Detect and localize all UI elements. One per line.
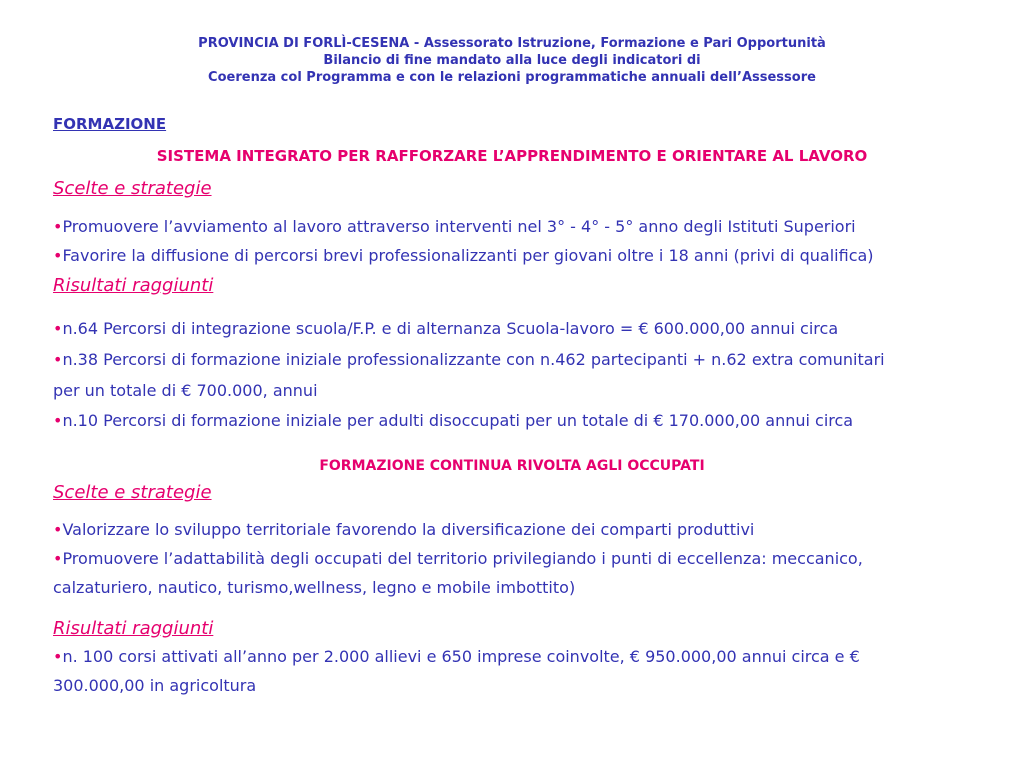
item-text: Promuovere l’avviamento al lavoro attraverso interventi nel 3° - 4° - 5° anno degli Istituti Superiori	[62, 217, 856, 236]
section-title: FORMAZIONE	[53, 115, 167, 133]
document-header	[0, 35, 1024, 86]
block1-scelte-label: Scelte e strategie	[53, 178, 212, 199]
item-text: n.38 Percorsi di formazione iniziale professionalizzante con n.462 partecipanti + n.62 extra comunitari	[62, 350, 885, 369]
item-text: Favorire la diffusione di percorsi brevi professionalizzanti per giovani oltre i 18 anni (privi di qualifica)	[62, 246, 874, 265]
item-text: Promuovere l’adattabilità degli occupati del territorio privilegiando i punti di eccellenza: meccanico,	[62, 549, 863, 568]
block2-risultati-item-1-continued: 300.000,00 in agricoltura	[53, 676, 257, 695]
bullet-icon: •	[53, 350, 63, 369]
item-text: n. 100 corsi attivati all’anno per 2.000 allievi e 650 imprese coinvolte, € 950.000,00 annui circa e €	[62, 647, 860, 666]
block2-scelte-item-2	[53, 549, 863, 568]
item-text: n.10 Percorsi di formazione iniziale per adulti disoccupati per un totale di € 170.000,00 annui circa	[62, 411, 854, 430]
block1-risultati-item-2-continued: per un totale di € 700.000, annui	[53, 381, 318, 400]
bullet-icon: •	[53, 217, 63, 236]
block1-risultati-item-2	[53, 350, 885, 369]
bullet-icon: •	[53, 647, 63, 666]
block2-risultati-item-1	[53, 647, 860, 666]
bullet-icon: •	[53, 411, 63, 430]
bullet-icon: •	[53, 520, 63, 539]
block1-scelte-item-1	[53, 217, 856, 236]
header-line-2: Bilancio di fine mandato alla luce degli indicatori di	[323, 53, 701, 68]
bullet-icon: •	[53, 246, 63, 265]
block1-risultati-item-3	[53, 411, 853, 430]
block1-risultati-label: Risultati raggiunti	[53, 275, 214, 296]
item-text: n.64 Percorsi di integrazione scuola/F.P. e di alternanza Scuola-lavoro = € 600.000,00 annui circa	[62, 319, 839, 338]
block1-risultati-item-1	[53, 319, 838, 338]
block1-scelte-item-2	[53, 246, 874, 265]
block2-scelte-label: Scelte e strategie	[53, 482, 212, 503]
header-line-1: PROVINCIA DI FORLÌ-CESENA - Assessorato Istruzione, Formazione e Pari Opportunità	[198, 36, 826, 51]
bullet-icon: •	[53, 549, 63, 568]
block2-risultati-label: Risultati raggiunti	[53, 618, 214, 639]
block1-heading: SISTEMA INTEGRATO PER RAFFORZARE L’APPRENDIMENTO E ORIENTARE AL LAVORO	[156, 147, 868, 165]
header-line-3: Coerenza col Programma e con le relazioni programmatiche annuali dell’Assessore	[208, 70, 816, 85]
bullet-icon: •	[53, 319, 63, 338]
block2-scelte-item-2-continued: calzaturiero, nautico, turismo,wellness, legno e mobile imbottito)	[53, 578, 576, 597]
block2-heading: FORMAZIONE CONTINUA RIVOLTA AGLI OCCUPATI	[319, 458, 705, 474]
block2-scelte-item-1	[53, 520, 754, 539]
item-text: Valorizzare lo sviluppo territoriale favorendo la diversificazione dei comparti produttivi	[62, 520, 755, 539]
